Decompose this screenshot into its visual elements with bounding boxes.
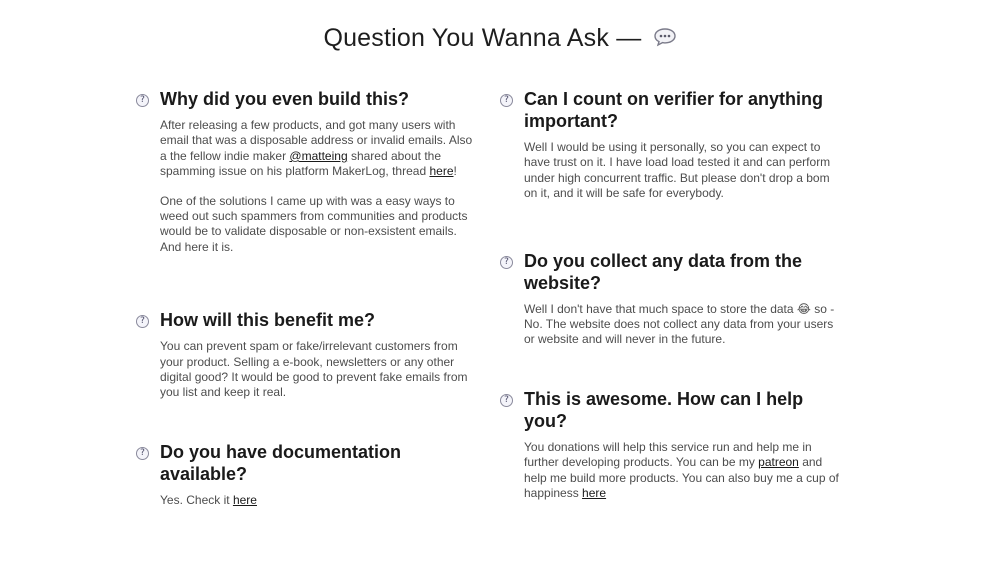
faq-item-collect-data	[500, 250, 840, 348]
faq-answer: You can prevent spam or fake/irrelevant customers from your product. Selling a e-book, newsletters or any other digital good? It would be good to prevent fake emails from you list and keep it real.	[160, 339, 468, 400]
faq-question: This is awesome. How can I help you?	[524, 388, 804, 431]
joy-emoji-icon: 😂	[796, 301, 811, 316]
faq-item-help	[500, 388, 840, 502]
faq-item-benefit	[136, 309, 476, 401]
patreon-link[interactable]: patreon	[758, 455, 799, 470]
thread-link[interactable]: here	[429, 164, 454, 179]
page-title: Question You Wanna Ask —	[0, 24, 1000, 54]
faq-answer: Yes. Check it here	[160, 492, 257, 507]
faq-item-why-build	[136, 88, 476, 255]
question-icon: ?	[500, 256, 513, 269]
faq-answer: After releasing a few products, and got many users with email that was a disposable address or invalid emails. Also a the fellow indie maker @matteing shared about the spamming issue on his platform MakerLog, thread here! One of the solutions I came up with was a easy ways to weed out such spammers from communities and products would be to validate disposable or non-exsistent emails. And here it is.	[160, 118, 473, 254]
faq-question: Can I count on verifier for anything important?	[524, 89, 824, 131]
question-icon: ?	[136, 447, 149, 460]
faq-answer: You donations will help this service run and help me in further developing products. You can be my patreon and help me build more products. You can also buy me a cup of happiness here	[524, 439, 839, 501]
buy-coffee-link[interactable]: here	[582, 486, 607, 501]
question-icon: ?	[500, 394, 513, 407]
question-icon: ?	[136, 315, 149, 328]
faq-item-documentation	[136, 441, 476, 508]
faq-question: Do you collect any data from the website?	[524, 250, 803, 293]
documentation-link[interactable]: here	[232, 492, 257, 507]
faq-question: Why did you even build this?	[160, 89, 410, 109]
faq-question: Do you have documentation available?	[160, 441, 402, 484]
faq-answer: Well I don't have that much space to store the data 😂 so - No. The website does not collect any data from your users or website and will never in the future.	[524, 301, 835, 347]
question-icon: ?	[500, 94, 513, 107]
faq-question: How will this benefit me?	[160, 310, 376, 331]
question-icon: ?	[136, 94, 149, 107]
speech-bubble-icon	[653, 25, 677, 54]
faq-column-right	[500, 88, 840, 515]
faq-column-left	[136, 88, 476, 522]
matteing-link[interactable]: @matteing	[289, 148, 348, 163]
faq-answer: Well I would be using it personally, so you can expect to have trust on it. I have load load tested it and can perform under high concurrent traffic. But please don't drop a bom on it, and it will be safe for everybody.	[524, 140, 831, 201]
faq-item-count-on-verifier	[500, 88, 840, 202]
